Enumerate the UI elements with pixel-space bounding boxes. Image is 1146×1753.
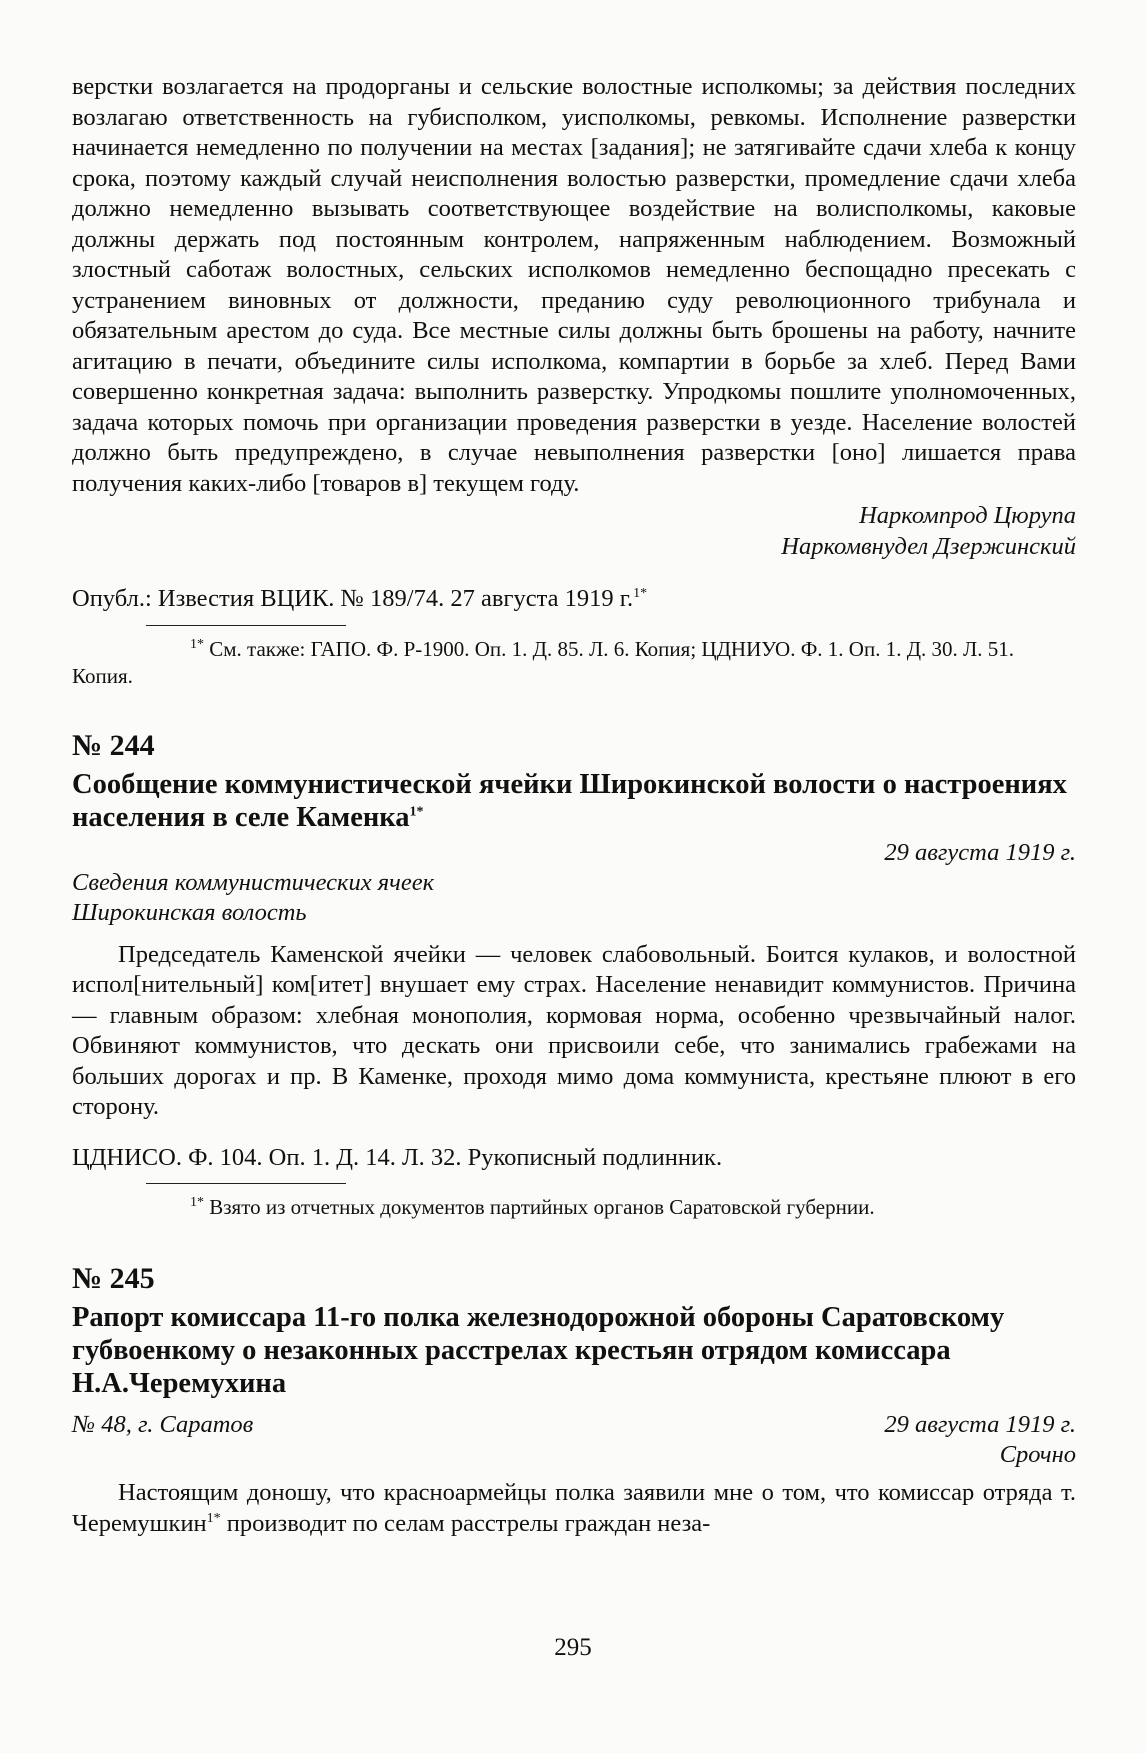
- publication-source-text: Опубл.: Известия ВЦИК. № 189/74. 27 августа 1919 г.: [72, 585, 634, 612]
- continuation-paragraph: верстки возлагается на продорганы и сельские волостные исполкомы; за действия последних возлагаю ответственность на губисполком, уисполкомы, ревкомы. Исполнение разверстки начинается немедленно по получении на местах [задания]; не затягивайте сдачи хлеба к концу срока, поэтому каждый случай неисполнения волостью разверстки, промедление сдачи хлеба должно немедленно вызывать соответствующее воздействие на волисполкомы, каковые должны держать под постоянным контролем, напряженным наблюдением. Возможный злостный саботаж волостных, сельских исполкомов немедленно беспощадно пресекать с устранением виновных от должности, преданию суду революционного трибунала и обязательным арестом до суда. Все местные силы должны быть брошены на работу, начните агитацию в печати, объедините силы исполкома, компартии в борьбе за хлеб. Перед Вами совершенно конкретная задача: выполнить разверстку. Упродкомы пошлите уполномоченных, задача которых помочь при организации проведения разверстки в уезде. Население волостей должно быть предупреждено, в случае невыполнения разверстки [оно] лишается права получения каких-либо [товаров в] текущем году.: [72, 73, 1076, 497]
- doc-245-urgency: Срочно: [999, 1441, 1076, 1468]
- doc-244-source: ЦДНИСО. Ф. 104. Оп. 1. Д. 14. Л. 32. Рукописный подлинник.: [72, 1143, 723, 1171]
- doc-244-body: Председатель Каменской ячейки — человек слабовольный. Боится кулаков, и волостной испол[нительный] ком[итет] внушает ему страх. Население ненавидит коммунистов. Причина — главным образом: хлебная монополия, кормовая норма, особенно чрезвычайный налог. Обвиняют коммунистов, что дескать они присвоили себе, что занимались грабежами на больших дорогах и пр. В Каменке, проходя мимо дома коммуниста, крестьяне плюют в его сторону.: [72, 940, 1076, 1120]
- footnote-mark: 1*: [206, 1510, 221, 1526]
- doc-245-date: 29 августа 1919 г.: [884, 1411, 1076, 1438]
- doc-244-title: [72, 768, 1076, 834]
- footnote-mark: 1*: [409, 804, 424, 819]
- doc-244-subheading: Широкинская волость: [72, 898, 307, 926]
- doc-244-footnote: [72, 1194, 1076, 1221]
- footnote-mark: 1*: [633, 585, 648, 601]
- doc-245-ref-line: [72, 1410, 1076, 1440]
- doc-245-title: Рапорт комиссара 11-го полка железнодорожной обороны Саратовскому губвоенкому о незаконных расстрелах крестьян отрядом комиссара Н.А.Черемухина: [72, 1302, 1005, 1399]
- doc-244-date: 29 августа 1919 г.: [884, 838, 1076, 866]
- doc-245-number: № 245: [72, 1262, 155, 1295]
- footnote-1-text: См. также: ГАПО. Ф. Р-1900. Оп. 1. Д. 85. Л. 6. Копия; ЦДНИУО. Ф. 1. Оп. 1. Д. 30. Л. 51. Копия.: [72, 636, 1015, 688]
- footnote-1: [72, 636, 1076, 690]
- footnote-divider: [146, 625, 346, 626]
- footnote-mark: 1*: [190, 1195, 204, 1210]
- doc-245-body-end: производит по селам расстрелы граждан неза-: [220, 1509, 711, 1537]
- doc-245-body-start: Настоящим доношу, что красноармейцы полка заявили мне о том, что комиссар отряда т. Черемушкин: [72, 1479, 1076, 1537]
- doc-244-footnote-text: Взято из отчетных документов партийных органов Саратовской губернии.: [204, 1195, 875, 1219]
- signature-tsyurupa: Наркомпрод Цюрупа: [859, 502, 1076, 529]
- page-content: [72, 72, 1076, 1539]
- signature-dzerzhinsky: Наркомвнудел Дзержинский: [781, 532, 1076, 560]
- page-number: 295: [554, 1634, 592, 1661]
- doc-244-title-text: Сообщение коммунистической ячейки Широкинской волости о настроениях населения в селе Каменка: [72, 768, 1067, 833]
- doc-245-ref: № 48, г. Саратов: [72, 1411, 254, 1438]
- footnote-divider: [146, 1183, 346, 1184]
- doc-245-body: [72, 1478, 1076, 1539]
- doc-244-number: № 244: [72, 728, 155, 762]
- footnote-mark: 1*: [190, 636, 204, 652]
- doc-244-heading: Сведения коммунистических ячеек: [72, 868, 435, 896]
- publication-source: [72, 584, 1076, 615]
